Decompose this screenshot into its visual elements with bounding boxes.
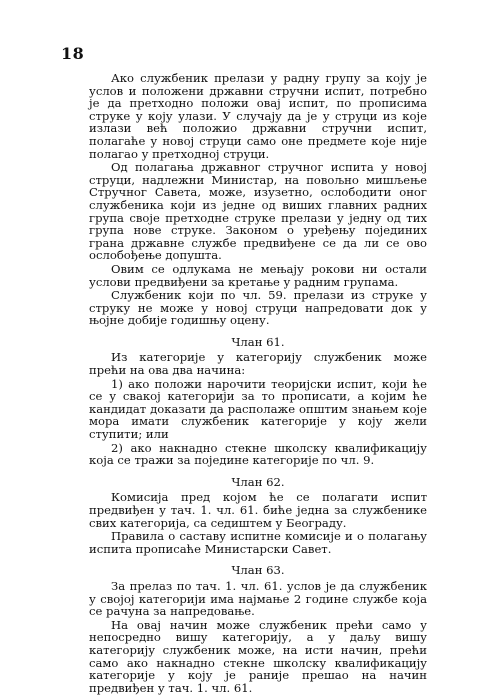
- page-content: [89, 72, 427, 695]
- paragraph: Комисија пред којом ће се полагати испит предвиђен у тач. 1. чл. 61. биће једна за службенике свих категорија, са седиштем у Београду.: [89, 490, 427, 530]
- paragraph: На овај начин може службеник прећи само у непосредно вишу категорију, а у даљу вишу категорију службеник може, на исти начин, прећи само ако накнадно стекне школску квалификацију категорије у коју је раније прешао на начин предвиђен у тач. 1. чл. 61.: [89, 617, 427, 695]
- paragraph: Овим се одлукама не мењају рокови ни остали услови предвиђени за кретање у радним групама.: [89, 261, 427, 289]
- paragraph: 2) ако накнадно стекне школску квалификацију која се тражи за поједине категорије по чл. 9.: [89, 440, 427, 468]
- paragraph: Правила о саставу испитне комисије и о полагању испита прописаће Министарски Савет.: [89, 529, 427, 556]
- paragraph: 1) ако положи нарочити теоријски испит, који ће се у свакој категорији за то прописати, а којим ће кандидат доказати да располаже општим знањем које мора имати службеник категорије у коју жели ступити; или: [89, 376, 427, 442]
- paragraph: Од полагања државног стручног испита у новој струци, надлежни Министар, на повољно мишљење Стручног Савета, може, изузетно, ослободити оног службеника који из једне од виших главних радних група своје претходне струке прелази у једну од тих група нове струке. Законом о уређењу појединих грана државне службе предвиђене се да ли се ово ослобођење допушта.: [89, 160, 427, 263]
- page-number: 18: [61, 44, 85, 63]
- paragraph: Службеник који по чл. 59. прелази из струке у струку не може у новој струци напредовати док у њојне добије годишњу оцену.: [89, 288, 427, 328]
- paragraph: Ако службеник прелази у радну групу за коју је услов и положени државни стручни испит, потребно је да претходно положи овај испит, по прописима струке у коју улази. У случају да је у струци из које излази већ положио државни стручни испит, полагаће у новој струци само оне предмете које није полагао у претходној струци.: [89, 71, 427, 161]
- paragraph: Из категорије у категорију службеник може прећи на ова два начина:: [89, 350, 427, 378]
- article-heading: Члан 63.: [231, 563, 285, 578]
- article-heading: Члан 62.: [231, 474, 285, 489]
- paragraph: За прелаз по тач. 1. чл. 61. услов је да службеник у својој категорији има најмање 2 године службе која се рачуна за напредовање.: [89, 578, 427, 619]
- article-heading: Члан 61.: [231, 334, 285, 349]
